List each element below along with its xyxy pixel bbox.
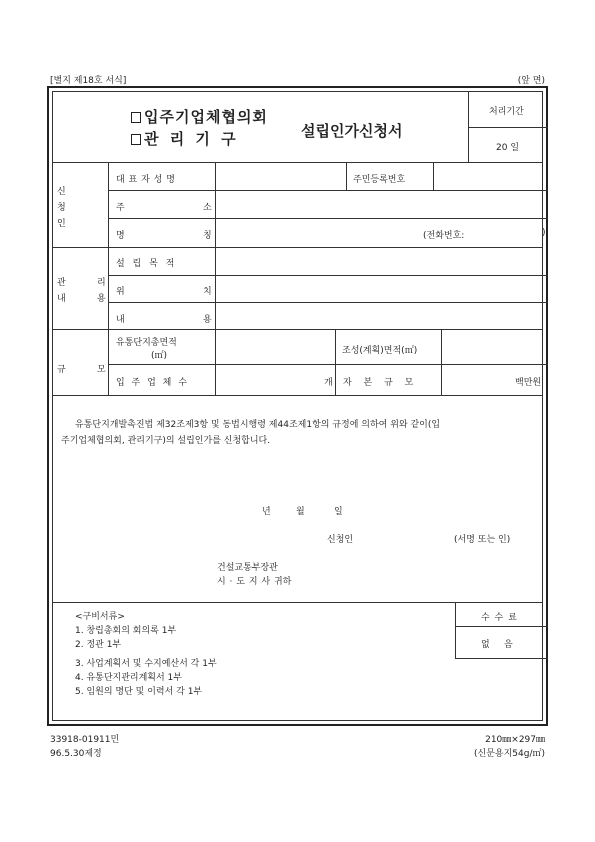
- dev-area-label: 조성(계획)면적(㎡): [342, 346, 418, 356]
- content-label-a: 내: [116, 315, 125, 325]
- purpose-label: 설 립 목 적: [116, 259, 175, 269]
- statement-line-2: 주기업체협의회, 관리기구)의 설립인가를 신청합니다.: [61, 436, 271, 446]
- mgmt-section-a1: 관: [57, 278, 66, 288]
- tenants-unit: 개: [324, 378, 333, 388]
- mgmt-section-b1: 리: [97, 278, 106, 288]
- checkbox-icon: [131, 134, 141, 145]
- content-label-b: 용: [203, 315, 212, 325]
- applicant-section-1: 신: [57, 187, 66, 197]
- sign-or-seal: (서명 또는 인): [454, 535, 511, 545]
- scale-section-b: 모: [97, 365, 106, 375]
- address-label-a: 주: [116, 203, 125, 213]
- date-day: 일: [334, 507, 343, 517]
- fee-value: 없 음: [481, 640, 513, 650]
- scale-section-a: 규: [57, 365, 66, 375]
- rep-name-label: 대 표 자 성 명: [116, 175, 175, 185]
- doc-item: 2. 정관 1부: [75, 640, 122, 650]
- capital-label: 자 본 규 모: [343, 378, 414, 388]
- mgmt-section-a2: 내: [57, 294, 66, 304]
- mgmt-section-b2: 용: [97, 294, 106, 304]
- title-option-2: 관 리 기 구: [131, 128, 239, 149]
- checkbox-icon: [131, 112, 141, 123]
- form-number: [별지 제18호 서식]: [50, 76, 127, 86]
- resident-no-label: 주민등록번호: [353, 175, 406, 185]
- tenants-label: 입 주 업 체 수: [116, 378, 187, 388]
- form-date: 96.5.30제정: [50, 749, 102, 759]
- paper-type: (신문용지54g/㎡): [474, 749, 545, 759]
- form-title: 설립인가신청서: [301, 122, 403, 140]
- doc-item: 5. 임원의 명단 및 이력서 각 1부: [75, 687, 203, 697]
- total-area-label: 유통단지총면적: [116, 338, 177, 348]
- processing-value: 20 일: [496, 143, 520, 153]
- location-label-b: 치: [203, 287, 212, 297]
- doc-item: 3. 사업계획서 및 수지예산서 각 1부: [75, 659, 217, 669]
- phone-close: ): [542, 228, 546, 238]
- form-frame: [47, 86, 548, 726]
- doc-item: 4. 유통단지관리계획서 1부: [75, 673, 182, 683]
- total-area-unit: (㎡): [151, 351, 168, 361]
- statement-line-1: 유통단지개발촉진법 제32조제3항 및 동법시행령 제44조제1항의 규정에 의하여 위와 같이(입: [75, 420, 441, 430]
- doc-item: 1. 창립총회의 회의록 1부: [75, 626, 177, 636]
- title-option-1: 입주기업체협의회: [131, 106, 268, 127]
- location-label-a: 위: [116, 287, 125, 297]
- docs-title: <구비서류>: [75, 612, 125, 622]
- phone-label: (전화번호:: [423, 231, 465, 241]
- applicant-sign-label: 신청인: [327, 535, 354, 545]
- fee-label: 수 수 료: [481, 613, 517, 623]
- name-label-b: 칭: [203, 231, 212, 241]
- name-label-a: 명: [116, 231, 125, 241]
- page-side: (앞 면): [517, 76, 545, 86]
- processing-label: 처리기간: [489, 107, 524, 117]
- recipient-governor: 시 · 도 지 사 귀하: [217, 577, 292, 587]
- date-month: 월: [296, 507, 305, 517]
- applicant-section-2: 청: [57, 203, 66, 213]
- applicant-section-3: 인: [57, 219, 66, 229]
- date-year: 년: [262, 507, 271, 517]
- capital-unit: 백만원: [515, 378, 542, 388]
- address-label-b: 소: [203, 203, 212, 213]
- paper-size: 210㎜×297㎜: [485, 735, 545, 745]
- recipient-minister: 건설교통부장관: [217, 563, 278, 573]
- form-inner: [52, 91, 546, 721]
- form-code: 33918-01911민: [50, 735, 120, 745]
